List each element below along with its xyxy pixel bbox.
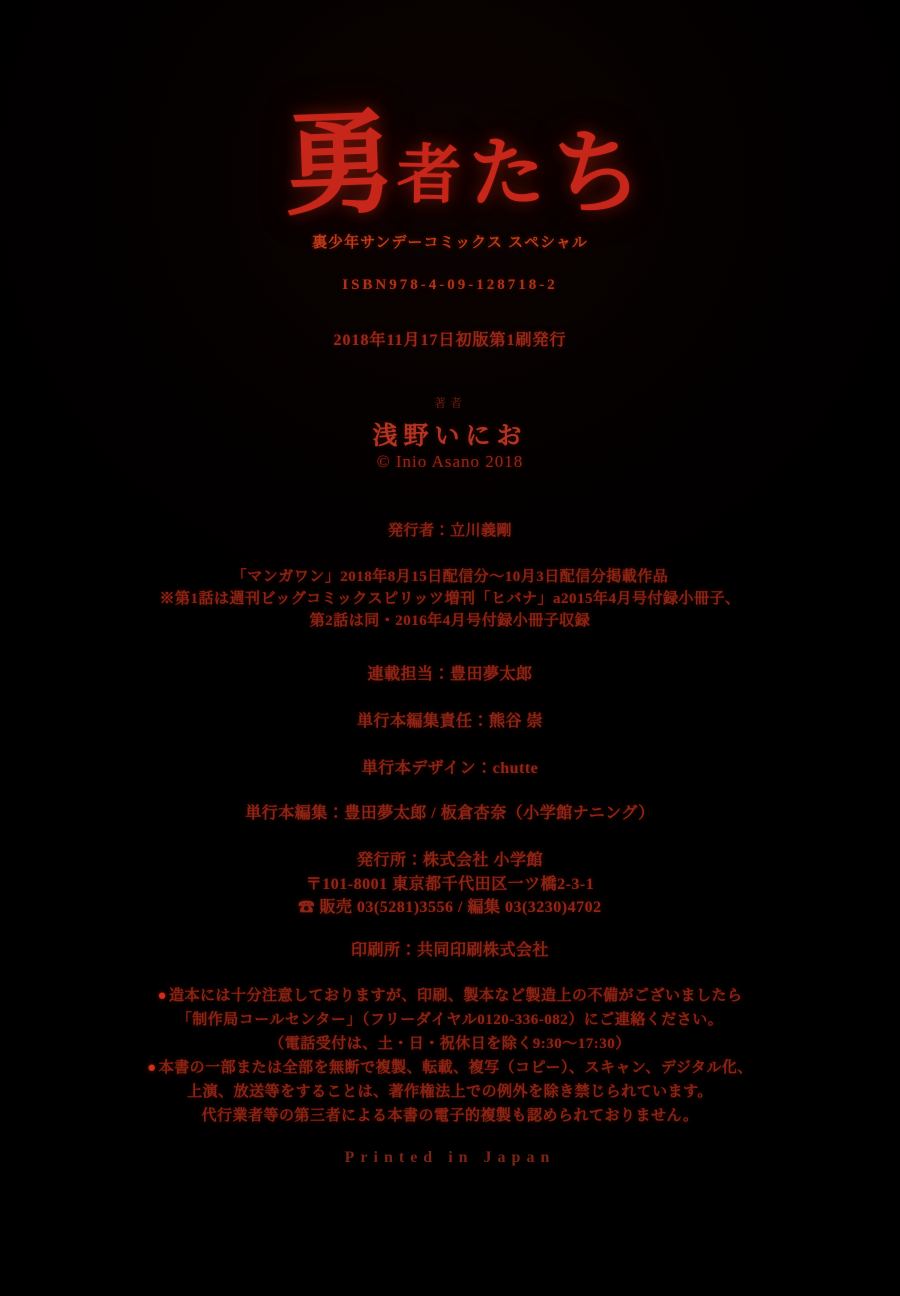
book-editing-credit: 単行本編集：豊田夢太郎 / 板倉杏奈（小学館ナニング） [245, 805, 655, 822]
serialization-note-line: 「マンガワン」2018年8月15日配信分～10月3日配信分掲載作品 [231, 569, 669, 585]
book-title-logo [0, 88, 900, 230]
binding-notice-line: 「制作局コールセンター」（フリーダイヤル0120-336-082）にご連絡ください。 [176, 1012, 724, 1028]
book-design-credit: 単行本デザイン：chutte [361, 760, 539, 777]
publisher-phone: ☎ 販売 03(5281)3556 / 編集 03(3230)4702 [298, 899, 602, 916]
copyright-notice-line: ● 本書の一部または全部を無断で複製、転載、複写（コピー）、スキャン、デジタル化、 [147, 1060, 753, 1076]
title-character: ち [549, 121, 647, 227]
copyright-notice-line: 上演、放送等をすることは、著作権法上での例外を除き禁じられています。 [187, 1084, 713, 1100]
author-name: 浅野いにお [372, 423, 528, 450]
printer-company: 印刷所：共同印刷株式会社 [350, 942, 549, 959]
serialization-note-line: 第2話は同・2016年4月号付録小冊子収録 [309, 613, 591, 629]
publisher-person: 発行者：立川義剛 [387, 523, 512, 539]
bullet-icon: ● [147, 1060, 157, 1076]
serial-editor-credit: 連載担当：豊田夢太郎 [367, 666, 533, 683]
serialization-note-line: ※第1話は週刊ビッグコミックスピリッツ増刊「ヒバナ」a2015年4月号付録小冊子、 [159, 591, 741, 607]
book-editor-chief-credit: 単行本編集責任：熊谷 崇 [356, 713, 543, 730]
binding-notice-line: （電話受付は、土・日・祝休日を除く9:30～17:30） [269, 1036, 631, 1052]
author-label: 著者 [433, 396, 466, 410]
title-character: 者 [396, 139, 464, 212]
copyright-notice [0, 1056, 900, 1128]
binding-notice-line: ● 造本には十分注意しておりますが、印刷、製本など製造上の不備がございましたら [157, 988, 743, 1004]
publisher-company: 発行所：株式会社 小学館 [356, 852, 543, 869]
edition-date: 2018年11月17日初版第1刷発行 [333, 332, 567, 349]
copyright-line: © Inio Asano 2018 [376, 452, 524, 471]
bullet-icon: ● [157, 988, 168, 1004]
publisher-address: 〒101-8001 東京都千代田区一ツ橋2-3-1 [305, 876, 595, 893]
title-character: 勇 [280, 102, 400, 230]
series-imprint-label: 裏少年サンデーコミックス スペシャル [312, 234, 588, 251]
copyright-notice-line: 代行業者等の第三者による本書の電子的複製も認められておりません。 [201, 1108, 699, 1124]
printed-in-japan: Printed in Japan [344, 1149, 556, 1166]
serialization-note [0, 566, 900, 632]
isbn-number: ISBN978-4-09-128718-2 [342, 277, 558, 293]
title-character: た [468, 131, 548, 217]
binding-notice [0, 984, 900, 1056]
